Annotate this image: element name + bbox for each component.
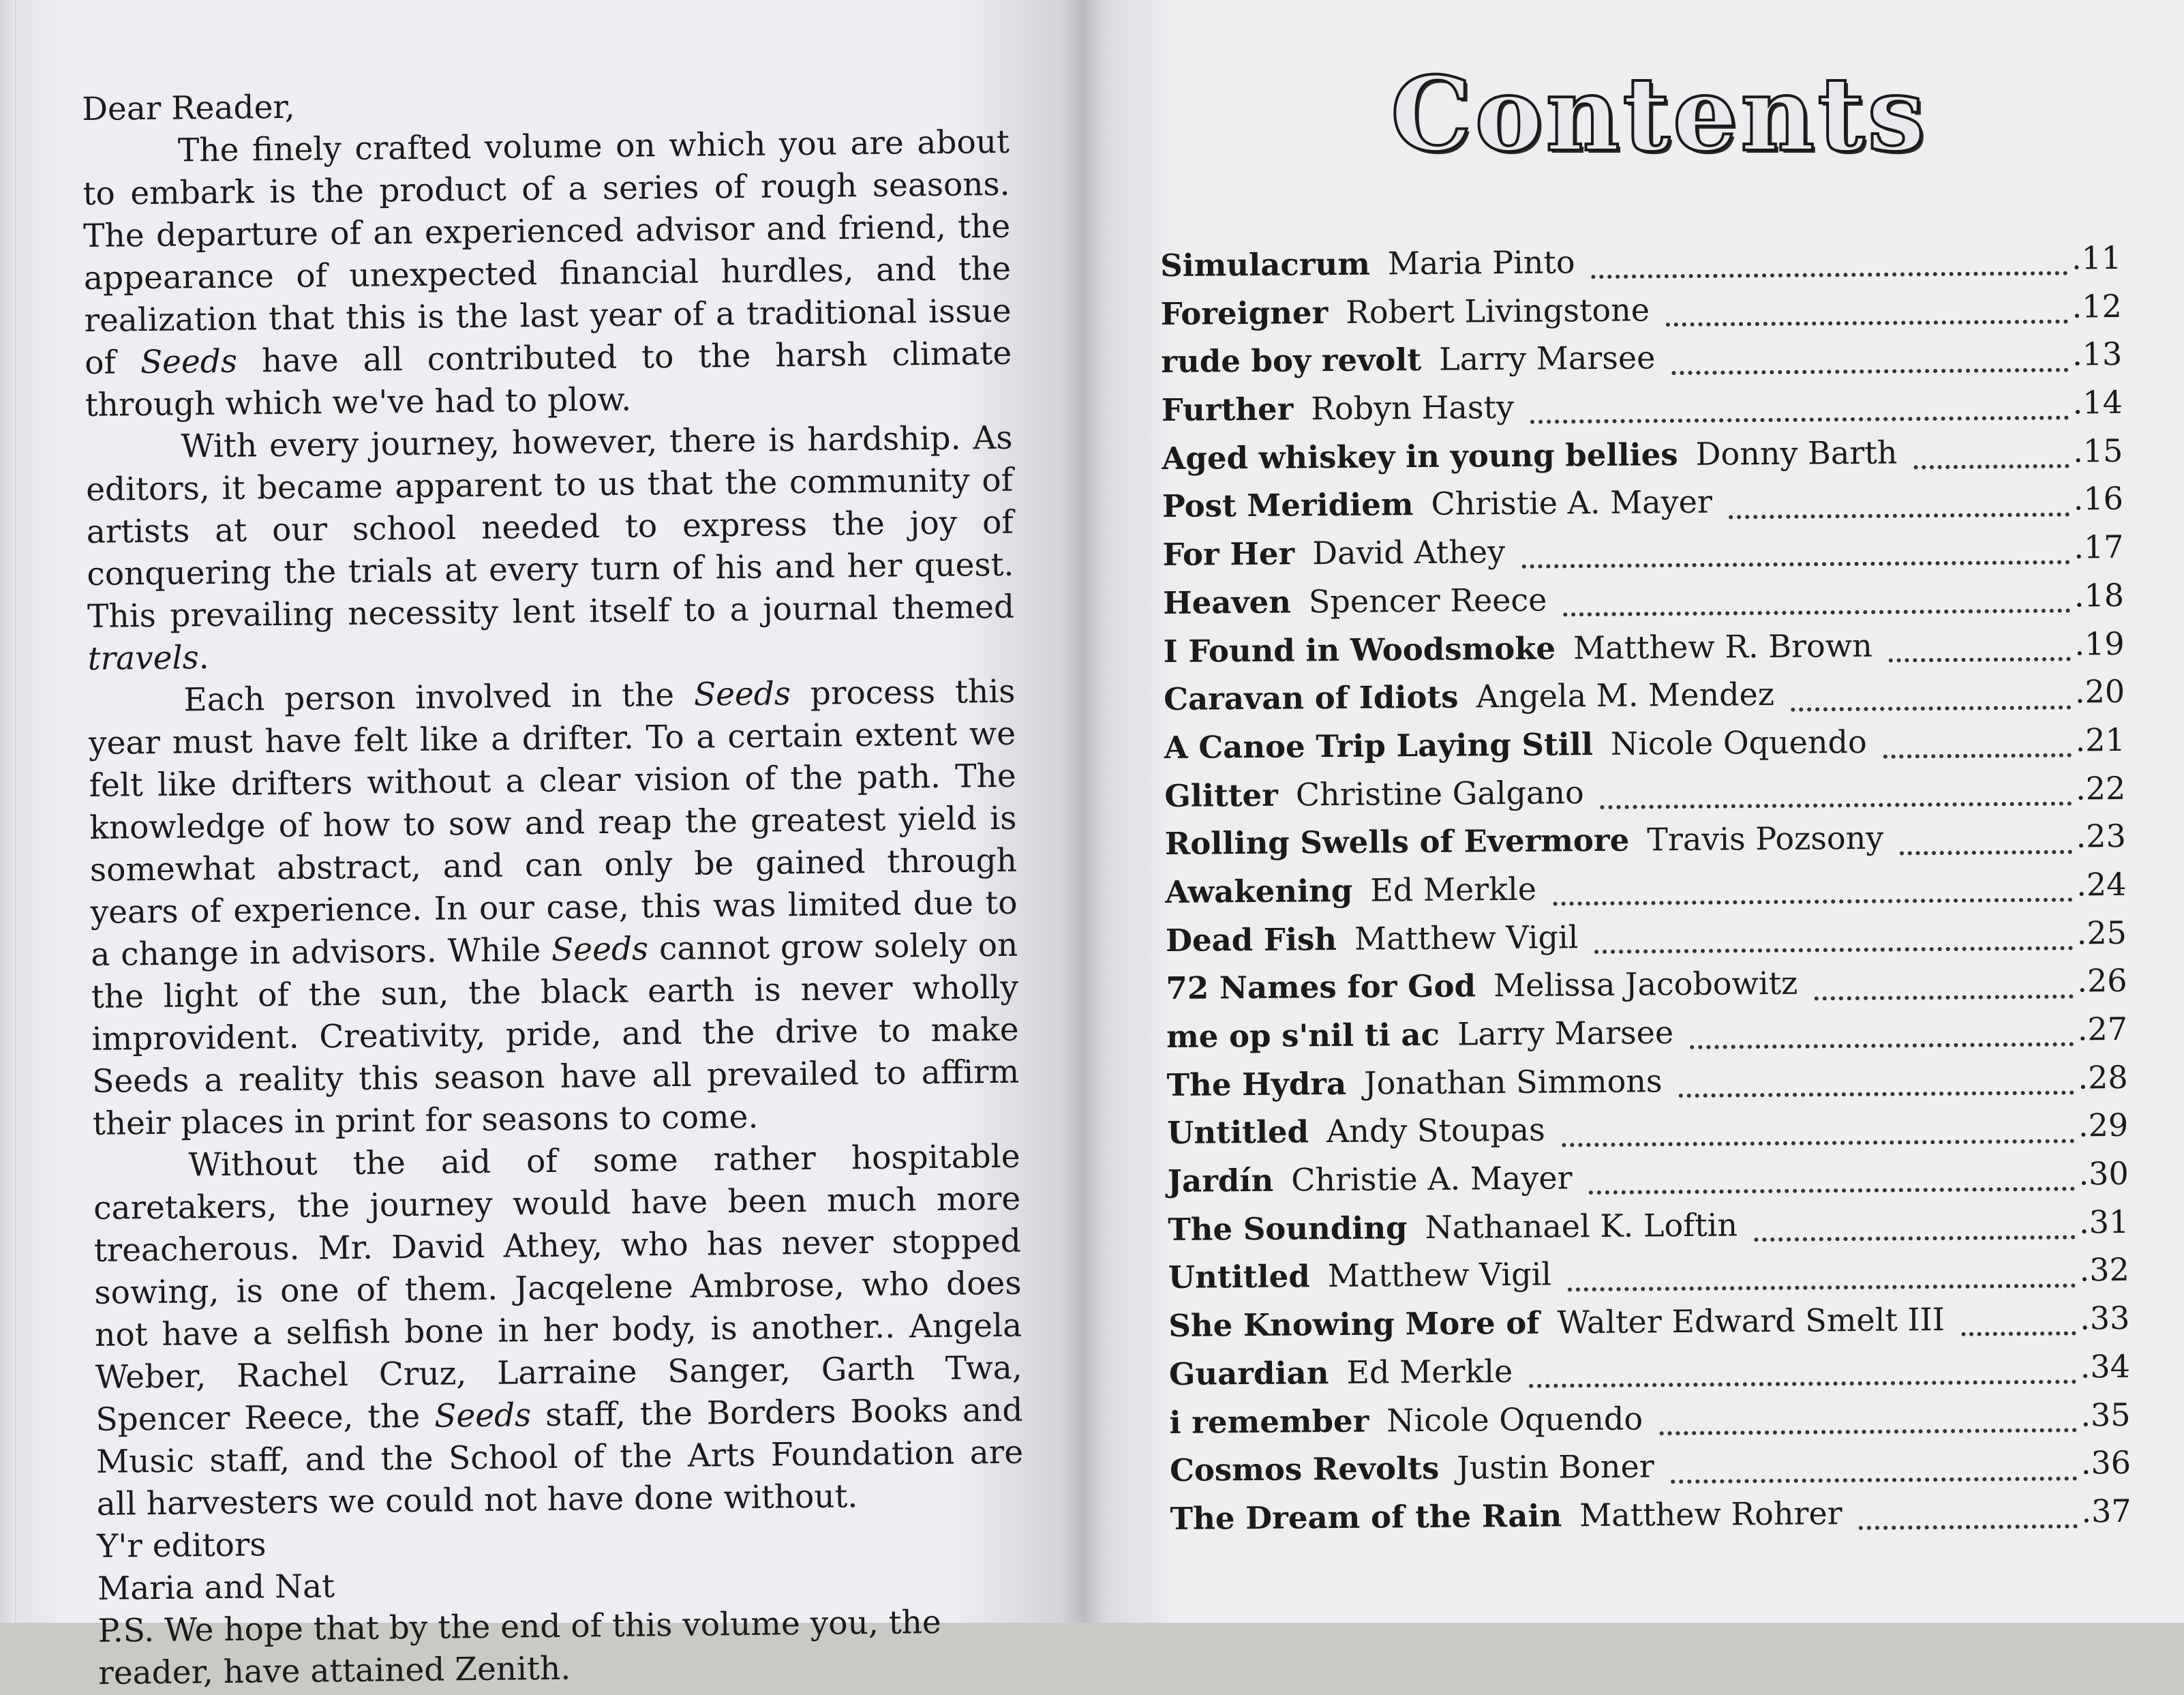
letter-paragraph-4 xyxy=(93,1136,1024,1526)
toc-entry-title: Awakening xyxy=(1165,872,1353,910)
dot-leader xyxy=(1589,1187,2075,1195)
dot-leader xyxy=(1814,994,2073,1000)
dot-leader xyxy=(1961,1332,2076,1336)
toc-entry-title: rude boy revolt xyxy=(1161,342,1422,380)
toc-entry-author: Christie A. Mayer xyxy=(1431,483,1713,523)
toc-entry-author: Matthew Vigil xyxy=(1327,1255,1552,1295)
text-run: With every journey, however, there is hardship. As editors, it became apparent to us that the community of artists at our school needed to express the joy of conquering the trials at every turn of his and her quest. This prevailing necessity lent itself to a journal themed xyxy=(85,419,1015,635)
italic-theme: travels xyxy=(87,639,199,678)
toc-entry-page: .19 xyxy=(2074,625,2125,662)
toc-entry-author: Nicole Oquendo xyxy=(1610,723,1867,762)
toc-entry-author: Andy Stoupas xyxy=(1326,1111,1545,1150)
toc-entry xyxy=(1164,769,2126,825)
toc-entry-author: Melissa Jacobowitz xyxy=(1493,965,1798,1004)
dot-leader xyxy=(1530,416,2069,424)
dot-leader xyxy=(1568,1283,2076,1291)
toc-entry-title: me op s'nil ti ac xyxy=(1166,1016,1440,1055)
toc-entry-page: .15 xyxy=(2073,432,2123,470)
toc-entry-page: .30 xyxy=(2078,1154,2129,1192)
left-page xyxy=(0,0,1084,1692)
toc-entry xyxy=(1160,239,2122,295)
toc-entry-page: .28 xyxy=(2078,1058,2128,1096)
toc-entry-title: Jardín xyxy=(1167,1162,1274,1200)
toc-entry-page: .32 xyxy=(2079,1251,2130,1289)
toc-entry-page: .24 xyxy=(2076,865,2127,903)
toc-entry xyxy=(1166,1010,2128,1066)
dot-leader xyxy=(1754,1235,2075,1242)
toc-entry-title: i remember xyxy=(1169,1402,1369,1441)
text-run: staff, the Borders Books and Music staff, and the School of the Arts Foundation are all harvesters we could not have done without. xyxy=(95,1391,1024,1523)
toc-entry-title: I Found in Woodsmoke xyxy=(1163,629,1556,670)
toc-entry xyxy=(1161,335,2123,391)
italic-title: Seeds xyxy=(434,1396,532,1435)
toc-entry-author: Christie A. Mayer xyxy=(1290,1159,1573,1199)
text-run: process this year must have felt like a drifter. To a certain extent we felt like drifters without a clear vision of the path. The knowledge of how to sow and reap the greatest yield is somewhat abstract, and can only be gained through years of experience. In our case, this was limited due to a change in advisors. While xyxy=(88,672,1018,974)
dot-leader xyxy=(1562,1139,2074,1147)
toc-entry xyxy=(1170,1444,2132,1500)
dot-leader xyxy=(1859,1525,2078,1531)
toc-entry-title: The Sounding xyxy=(1168,1209,1408,1248)
text-run: have all contributed to the harsh climate through which we've had to plow. xyxy=(85,334,1012,424)
toc-entry xyxy=(1164,673,2125,729)
toc-entry xyxy=(1162,384,2123,440)
text-run: Without the aid of some rather hospitable caretakers, the journey would have been much more treacherous. Mr. David Athey, who has never stopped sowing, is one of them. Jacqelene Ambrose, who does not have a selfish bone in her body, is another.. Angela Weber, Rachel Cruz, Larraine Sanger, Garth Twa, Spencer Reece, the xyxy=(93,1137,1023,1439)
toc-entry-page: .12 xyxy=(2072,287,2122,325)
toc-entry-page: .33 xyxy=(2080,1300,2130,1337)
toc-entry-title: For Her xyxy=(1162,535,1295,573)
toc-entry-title: Dead Fish xyxy=(1165,920,1337,959)
toc-entry-title: Caravan of Idiots xyxy=(1164,678,1459,718)
toc-entry xyxy=(1162,480,2124,536)
toc-entry-title: Aged whiskey in young bellies xyxy=(1162,436,1678,477)
toc-entry-author: David Athey xyxy=(1312,533,1506,572)
editors-letter xyxy=(82,79,1026,1695)
toc-entry-page: .16 xyxy=(2073,480,2124,518)
letter-paragraph-2 xyxy=(85,417,1015,680)
dot-leader xyxy=(1529,1380,2076,1388)
toc-entry xyxy=(1168,1300,2130,1355)
toc-entry-title: Heaven xyxy=(1162,584,1292,621)
italic-title: Seeds xyxy=(693,675,791,714)
dot-leader xyxy=(1521,560,2069,569)
toc-entry xyxy=(1161,288,2123,344)
dot-leader xyxy=(1914,464,2069,470)
contents-heading: Contents xyxy=(1391,55,1928,175)
toc-entry-author: Robyn Hasty xyxy=(1311,388,1515,427)
toc-entry-title: Untitled xyxy=(1167,1113,1309,1152)
italic-title: Seeds xyxy=(140,342,238,382)
toc-entry xyxy=(1166,914,2127,970)
dot-leader xyxy=(1690,1042,2074,1049)
toc-entry-author: Walter Edward Smelt III xyxy=(1557,1301,1945,1341)
toc-entry-title: Foreigner xyxy=(1160,294,1329,332)
toc-entry-author: Spencer Reece xyxy=(1308,581,1547,620)
dot-leader xyxy=(1671,368,2068,375)
table-of-contents xyxy=(1160,239,2132,1548)
toc-entry xyxy=(1169,1396,2131,1452)
text-run: . xyxy=(198,639,209,677)
toc-entry-title: The Hydra xyxy=(1166,1065,1347,1103)
toc-entry xyxy=(1165,866,2127,922)
toc-entry-page: .14 xyxy=(2072,383,2123,421)
toc-entry-author: Justin Boner xyxy=(1457,1448,1654,1486)
toc-entry-title: Simulacrum xyxy=(1160,245,1371,284)
toc-entry-title: Glitter xyxy=(1164,777,1279,814)
dot-leader xyxy=(1601,801,2072,809)
toc-entry-author: Matthew Rohrer xyxy=(1579,1495,1842,1534)
toc-entry-author: Matthew Vigil xyxy=(1354,918,1579,957)
dot-leader xyxy=(1889,657,2071,662)
toc-entry xyxy=(1166,1059,2128,1115)
toc-entry-author: Donny Barth xyxy=(1695,434,1898,472)
toc-entry-page: .20 xyxy=(2074,673,2125,710)
toc-entry xyxy=(1168,1251,2130,1307)
toc-entry-title: 72 Names for God xyxy=(1166,967,1476,1007)
toc-entry xyxy=(1167,1107,2129,1162)
dot-leader xyxy=(1900,850,2072,855)
italic-title: Seeds xyxy=(551,930,649,969)
toc-entry-author: Matthew R. Brown xyxy=(1573,627,1872,666)
toc-entry xyxy=(1166,962,2127,1018)
toc-entry-page: .34 xyxy=(2080,1347,2131,1385)
dot-leader xyxy=(1564,609,2071,617)
toc-entry-author: Robert Livingstone xyxy=(1346,291,1650,331)
text-run: cannot grow solely on the light of the sun, the black earth is never wholly improvident. Creativity, pride, and the drive to make Seeds a reality this season have all prevailed to affirm their places in print for seasons to come. xyxy=(91,926,1020,1143)
toc-entry-page: .27 xyxy=(2077,1010,2128,1048)
toc-entry-title: A Canoe Trip Laying Still xyxy=(1164,725,1594,766)
toc-entry-page: .21 xyxy=(2075,721,2125,759)
toc-entry-author: Ed Merkle xyxy=(1370,870,1537,909)
toc-entry-title: Post Meridiem xyxy=(1162,486,1414,525)
toc-entry xyxy=(1162,528,2124,584)
toc-entry-author: Larry Marsee xyxy=(1438,339,1656,378)
toc-entry-author: Nathanael K. Loftin xyxy=(1425,1206,1738,1246)
toc-entry-page: .37 xyxy=(2081,1492,2132,1530)
toc-entry-title: Guardian xyxy=(1168,1354,1329,1392)
page-edge xyxy=(0,0,16,1623)
text-run: Each person involved in the xyxy=(183,676,695,719)
toc-entry xyxy=(1168,1155,2129,1211)
dot-leader xyxy=(1729,512,2069,519)
letter-postscript: P.S. We hope that by the end of this volume you, the reader, have attained Zenith. xyxy=(97,1603,941,1692)
toc-entry xyxy=(1163,625,2125,680)
toc-entry xyxy=(1170,1492,2132,1548)
toc-entry-page: .31 xyxy=(2078,1203,2129,1241)
toc-entry-page: .36 xyxy=(2080,1444,2132,1482)
dot-leader xyxy=(1883,753,2072,759)
toc-entry-page: .23 xyxy=(2076,817,2127,855)
toc-entry-author: Jonathan Simmons xyxy=(1363,1062,1663,1102)
dot-leader xyxy=(1592,271,2067,279)
toc-entry-author: Travis Pozsony xyxy=(1647,819,1884,858)
toc-entry xyxy=(1165,817,2127,873)
dot-leader xyxy=(1666,320,2068,327)
toc-entry-page: .26 xyxy=(2077,962,2127,1000)
toc-entry-author: Christine Galgano xyxy=(1295,773,1584,813)
dot-leader xyxy=(1791,705,2071,711)
toc-entry xyxy=(1168,1203,2129,1259)
toc-entry-page: .11 xyxy=(2071,239,2122,277)
toc-entry-author: Angela M. Mendez xyxy=(1476,676,1775,715)
letter-signoff: Y'r editors xyxy=(97,1526,267,1565)
toc-entry xyxy=(1169,1348,2131,1404)
letter-greeting: Dear Reader, xyxy=(82,88,295,128)
toc-entry-title: Further xyxy=(1161,391,1294,429)
letter-paragraph-3 xyxy=(88,671,1020,1145)
dot-leader xyxy=(1659,1428,2076,1435)
toc-entry xyxy=(1163,577,2125,633)
dot-leader xyxy=(1671,1476,2077,1484)
toc-entry-page: .22 xyxy=(2075,769,2126,807)
toc-entry-author: Ed Merkle xyxy=(1346,1352,1513,1391)
toc-entry-title: Untitled xyxy=(1168,1258,1310,1296)
toc-entry-page: .18 xyxy=(2074,576,2125,614)
text-run: The finely crafted volume on which you are about to embark is the product of a series of rough seasons. The departure of an experienced advisor and friend, the appearance of unexpected financial hurdles, and the realization that this is the last year of a traditional issue of xyxy=(82,123,1012,382)
dot-leader xyxy=(1679,1091,2074,1098)
dot-leader xyxy=(1595,946,2073,954)
toc-entry-author: Nicole Oquendo xyxy=(1386,1399,1643,1439)
toc-entry-page: .17 xyxy=(2074,528,2124,566)
dot-leader xyxy=(1553,898,2072,906)
letter-paragraph-1 xyxy=(82,121,1012,427)
toc-entry-author: Maria Pinto xyxy=(1387,243,1575,282)
toc-entry-title: She Knowing More of xyxy=(1168,1304,1540,1345)
toc-entry xyxy=(1162,432,2123,488)
toc-entry-title: Rolling Swells of Evermore xyxy=(1164,822,1630,862)
toc-entry xyxy=(1164,721,2126,777)
toc-entry-author: Larry Marsee xyxy=(1457,1014,1674,1053)
letter-signers: Maria and Nat xyxy=(97,1567,335,1608)
toc-entry-page: .35 xyxy=(2080,1396,2131,1433)
toc-entry-page: .25 xyxy=(2076,914,2127,952)
toc-entry-title: The Dream of the Rain xyxy=(1170,1497,1562,1537)
toc-entry-page: .29 xyxy=(2078,1107,2129,1144)
toc-entry-title: Cosmos Revolts xyxy=(1169,1450,1440,1489)
toc-entry-page: .13 xyxy=(2072,335,2123,373)
